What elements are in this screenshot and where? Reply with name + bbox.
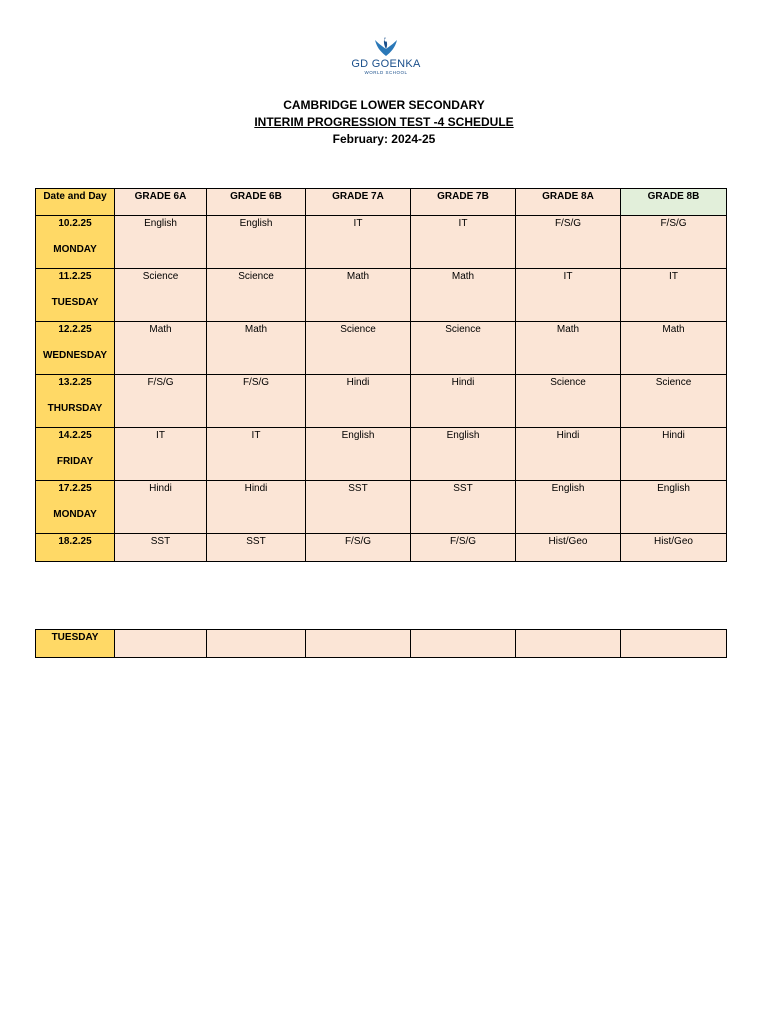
subject-cell: SST (115, 534, 207, 562)
empty-cell (306, 630, 411, 658)
subject-cell: Science (411, 322, 516, 375)
date-day-cell (36, 481, 115, 534)
logo-name: GD GOENKA (351, 58, 421, 70)
subject-cell: English (115, 216, 207, 269)
subject-cell: Math (621, 322, 727, 375)
column-header: GRADE 8B (621, 189, 727, 216)
table-header-row (36, 189, 727, 216)
subject-cell: Hist/Geo (516, 534, 621, 562)
subject-cell: Science (115, 269, 207, 322)
subject-cell: English (306, 428, 411, 481)
column-header: Date and Day (36, 189, 115, 216)
subject-cell: Hindi (516, 428, 621, 481)
empty-cell (411, 630, 516, 658)
column-header: GRADE 6B (207, 189, 306, 216)
subject-cell: Hindi (411, 375, 516, 428)
subject-cell: Math (516, 322, 621, 375)
day-text: TUESDAY (51, 297, 99, 308)
heading-programme: CAMBRIDGE LOWER SECONDARY (283, 98, 485, 112)
subject-cell: Math (115, 322, 207, 375)
date-text: 18.2.25 (58, 536, 92, 547)
day-text: THURSDAY (47, 403, 103, 414)
subject-cell: Science (306, 322, 411, 375)
subject-cell: Math (306, 269, 411, 322)
heading-test-title: INTERIM PROGRESSION TEST -4 SCHEDULE (254, 115, 514, 129)
table-row (36, 428, 727, 481)
subject-cell: IT (621, 269, 727, 322)
empty-cell (516, 630, 621, 658)
heading-month: February: 2024-25 (332, 132, 436, 146)
date-text: 12.2.25 (58, 324, 92, 335)
logo-subtitle: WORLD SCHOOL (364, 70, 408, 75)
day-text: WEDNESDAY (42, 350, 108, 361)
subject-cell: English (516, 481, 621, 534)
subject-cell: Science (207, 269, 306, 322)
subject-cell: Hist/Geo (621, 534, 727, 562)
subject-cell: SST (306, 481, 411, 534)
date-text: 17.2.25 (58, 483, 92, 494)
subject-cell: Hindi (115, 481, 207, 534)
subject-cell: F/S/G (207, 375, 306, 428)
subject-cell: F/S/G (115, 375, 207, 428)
subject-cell: F/S/G (516, 216, 621, 269)
date-text: 13.2.25 (58, 377, 92, 388)
table-row (36, 630, 727, 658)
table-row (36, 269, 727, 322)
table-row (36, 216, 727, 269)
date-text: 10.2.25 (58, 218, 92, 229)
subject-cell: Science (621, 375, 727, 428)
schedule-table (35, 188, 727, 562)
date-day-cell (36, 216, 115, 269)
table-row (36, 322, 727, 375)
subject-cell: F/S/G (621, 216, 727, 269)
date-day-cell (36, 322, 115, 375)
day-text: MONDAY (53, 244, 97, 255)
column-header: GRADE 6A (115, 189, 207, 216)
empty-cell (115, 630, 207, 658)
date-day-cell (36, 269, 115, 322)
table-row (36, 375, 727, 428)
subject-cell: Math (207, 322, 306, 375)
empty-cell (621, 630, 727, 658)
day-text: MONDAY (53, 509, 97, 520)
subject-cell: IT (306, 216, 411, 269)
column-header: GRADE 8A (516, 189, 621, 216)
date-day-cell (36, 534, 115, 562)
school-logo (346, 36, 426, 82)
empty-cell (207, 630, 306, 658)
date-day-cell (36, 375, 115, 428)
date-text: 11.2.25 (58, 271, 92, 282)
subject-cell: IT (516, 269, 621, 322)
subject-cell: Hindi (621, 428, 727, 481)
date-day-cell (36, 428, 115, 481)
subject-cell: English (411, 428, 516, 481)
schedule-table-continuation (35, 629, 727, 658)
date-text: 14.2.25 (58, 430, 92, 441)
column-header: GRADE 7B (411, 189, 516, 216)
subject-cell: IT (411, 216, 516, 269)
bird-emblem-icon (371, 36, 401, 58)
day-cell: TUESDAY (36, 630, 115, 658)
table-row (36, 534, 727, 562)
subject-cell: SST (411, 481, 516, 534)
subject-cell: Science (516, 375, 621, 428)
subject-cell: Math (411, 269, 516, 322)
subject-cell: IT (115, 428, 207, 481)
subject-cell: Hindi (306, 375, 411, 428)
table-row (36, 481, 727, 534)
subject-cell: Hindi (207, 481, 306, 534)
subject-cell: English (207, 216, 306, 269)
column-header: GRADE 7A (306, 189, 411, 216)
subject-cell: English (621, 481, 727, 534)
day-text: FRIDAY (56, 456, 94, 467)
subject-cell: F/S/G (411, 534, 516, 562)
subject-cell: IT (207, 428, 306, 481)
subject-cell: SST (207, 534, 306, 562)
subject-cell: F/S/G (306, 534, 411, 562)
